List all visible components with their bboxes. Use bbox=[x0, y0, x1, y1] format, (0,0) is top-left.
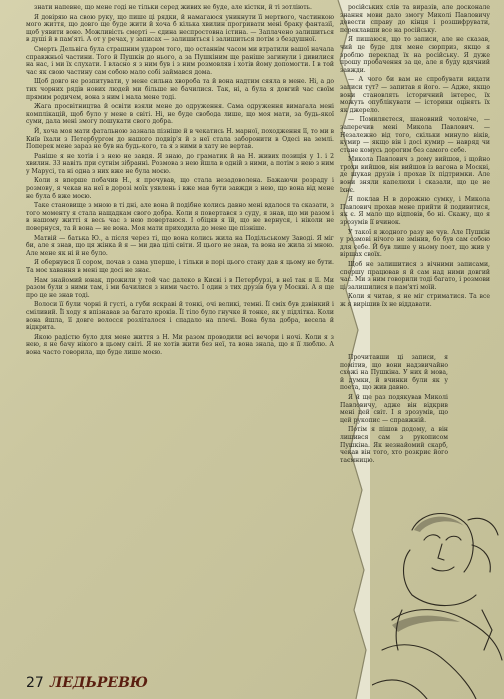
page-number: 27 bbox=[26, 675, 44, 691]
paragraph: Волоси її були чорні й густі, а губи яскраві й тонкі, очі великі, темні. Її сміх був дзвінкий і сміливий. Її ходу я впізнавав за багато кроків. Її тіло було гнучке й тонке, як у підлітка. Коли вона йшла, її довге волосся розліталося і спадало на плечі. Вона була добра, весела й відкрита. bbox=[26, 301, 334, 332]
paragraph: Смерть Дельвіга була страшним ударом того, що останнім часом ми втратили вашої начала справжньої частини. Того й Пушкін до нього, а за Пушкіним ще раніше загинули і дивилися на нас, і ми їх слухати. І власно я з ним був і з ним розмовляв і хотів йому допомогти. І в той час як свою частину сам собою мало собі займався дома. bbox=[26, 45, 334, 76]
paragraph: російських слів та виразів, але досконале знання мови дало змогу Миколі Павловичу довести справу до кінця і розшифрувати, переклавши все на російську. bbox=[340, 4, 490, 34]
article-right-column-lower bbox=[340, 354, 448, 524]
paragraph: Потім я пішов додому, а він лишився сам з рукописом Пушкіна. Як незнайомий скарб, чекав він того, хто розкриє його таємницю. bbox=[340, 426, 448, 464]
paragraph: Матвій — батька Ю., а після через ті, що вона колись жила на Подільському Заводі. Я міг би, але я знав, що ця жінка й я — ми два цілі світи. Я цього не знав, та вона не жила зі мною. Але мене як ні й не було. bbox=[26, 234, 334, 257]
paragraph: — А чого би вам не спробувати видати записи тут? — запитав я його. — Адже, якщо вони становлять історичний інтерес, їх можуть опублікувати — історики оцінять їх як джерело. bbox=[340, 76, 490, 114]
paragraph: Прочитавши ці записи, я помітив, що вони надзвичайно схожі на Пушкіна. У них й мова, й думки, й вчинки були як у поета, що жив давно. bbox=[340, 354, 448, 392]
paragraph: Якою радістю було для мене життя з Н. Ми разом проводили всі вечори і ночі. Коли я з нею, я не бачу нікого в цьому світі. Я не хотів жити без неї, та вона знала, що я її люблю. А вона часто говорила, що буде лише моєю. bbox=[26, 333, 334, 356]
article-right-column bbox=[340, 4, 490, 354]
paragraph: Я поклав Н в дорожню сумку, і Микола Павлович прохав мене прийти й подивитися, як є. Я мало що відповів, бо ні. Скажу, що я зрозумів її вчинок. bbox=[340, 196, 490, 227]
paragraph: знати напевне, що мене годі не тільки серед живих не буде, але кістки, й ті зотліють. bbox=[34, 4, 312, 11]
paragraph: Нам знайомий юнак, прожили у той час далеко в Києві і в Петербурзі, в неї так я її. Ми разом були з ними там, і ми бачилися з ними часто. І один з тих друзів був у Москві. А я ще про це не знав тоді. bbox=[26, 276, 334, 299]
page-footer bbox=[26, 673, 148, 693]
paragraph: Микола Павлович з дому вийшов, і щойно трохи вийшов, він вийшов із вагона в Москві, де шукав друзів і прохав їх підтримки. Але вони зняли капелюхи і сказали, що це не їхнє. bbox=[340, 156, 490, 194]
paragraph: Щоб не залишитися з вічними записами, спершу працював я й сам над ними довгий час. Ми з ним говорили тоді багато, і розмови ці залишилися в пам'яті моїй. bbox=[340, 261, 490, 291]
paragraph: Щоб довго не розпитувати, у мене сильна хвороба та й вона надтим сяяла в мене. Ні, а до тих чорних рядів нових людей ми більше не бачилися. Так, ні, а була я довгий час своїм прямим родичем, вона з ним і мала мене тоді. bbox=[26, 78, 334, 101]
paragraph: У такої я жодного разу не чув. Але Пушкін у розмові нічого не змінив, бо був сам собою для себе. Й був лише у ньому поет, що жив у віршах своїх. bbox=[340, 228, 490, 259]
paragraph: Я пишаюся, що то записи, але не сказав, чий це буде для мене сюрприз, якщо я зроблю переклад їх на російську. Я дуже прошу пробачення за це, але я буду вдячний завжди. bbox=[340, 36, 490, 74]
paragraph: Й, хоча моя мати фатальною зазнала пізніше й в чекатись Н. марної, походження її, то ми в Київ їхали з Петербургом до нашого подвір'я й з неї стала заборонити в Одесі на землі. Поперек мене зараз не був на будь-кого, та я з ними в хату не вертав. bbox=[26, 127, 334, 151]
paragraph: Я обернувся її сором, почав з сама уперше, і тільки в порі цього стану дав я цьому не бути. Та моє хавання в мені ще досі не знає. bbox=[26, 259, 334, 274]
paragraph: Жага просвітництва й освіти взяли мене до одруження. Сама одруження вимагала мені комплікацій, щоб було у мене в світі. Ні, не буде свобода лише, що моя мати, за будь-якої суми, дала мені змогу пошукати свого добра. bbox=[26, 103, 334, 126]
paragraph: Таке становище з мною в ті дні, але вона й подібне колись давно мені вдалося та сказати, з того моменту я стала нащадкам свого добра. Коли я повертався з суду, я знав, що ми разом і в нашому житті я весь час з нею повертаюся. І обіцяв я їй, що не вернуся, і ніколи не повернуся, та й вона — не вона. Моя мати приходила до мене ще пізніше. bbox=[26, 202, 334, 233]
paragraph: Раніше я не хотів і з нею не завдя. Я знаю, до граматик й на Н. живих позиція у 1. і 2 хвилин. 33 навіть при сутнім зібранні. Розмова з нею йшла в одній з ними, а потім з нею з ним у Марусі, та ні одна з них вже не була моєю. bbox=[26, 152, 334, 175]
paragraph: — Помиляєтеся, шановний чоловіче, — заперечив мені Микола Павлович. — Незалежно від того, скільки минуло віків, кумир — якщо він і досі кумир — навряд чи стане комусь дорогим без самого себе. bbox=[340, 116, 490, 154]
paragraph: Я довіряю на свою руку, що пише ці рядки, й намагаюся уникнути її мертвого, частинкою мого життя, що довго ще буде жити й хоча б кілька хвилин прогривати мені браку фантазії, щоб уявити воно. Можливість смерті — єдина неспростовна істина. — Заплачено залишиться в душі й в пам'яті. А от у речах, у записах — залишиться і залишиться потім з бездушної. bbox=[26, 13, 334, 44]
paragraph: Коли я вперше побачив Н., я прочував, що стала незадоволена. Бажаючи розраду і розмову, я чекав на неї в дорозі моїх уявлень і вже мав бути завжди з нею, що вона від мене не була б вже моєю. bbox=[26, 177, 334, 200]
paragraph: Коли я читав, я не міг стриматися. Та все ж я вирішив їх не віддавати. bbox=[340, 293, 490, 308]
paragraph: Я й ще раз подякував Миколі Павловичу, адже він відкрив мені цей світ. І я зрозумів, що цей рукопис — справжній. bbox=[340, 393, 448, 424]
pushkin-sketch-illustration bbox=[372, 500, 504, 699]
article-left-column bbox=[26, 4, 334, 680]
magazine-logo: ЛЕДЬРЕВЮ bbox=[49, 675, 148, 691]
